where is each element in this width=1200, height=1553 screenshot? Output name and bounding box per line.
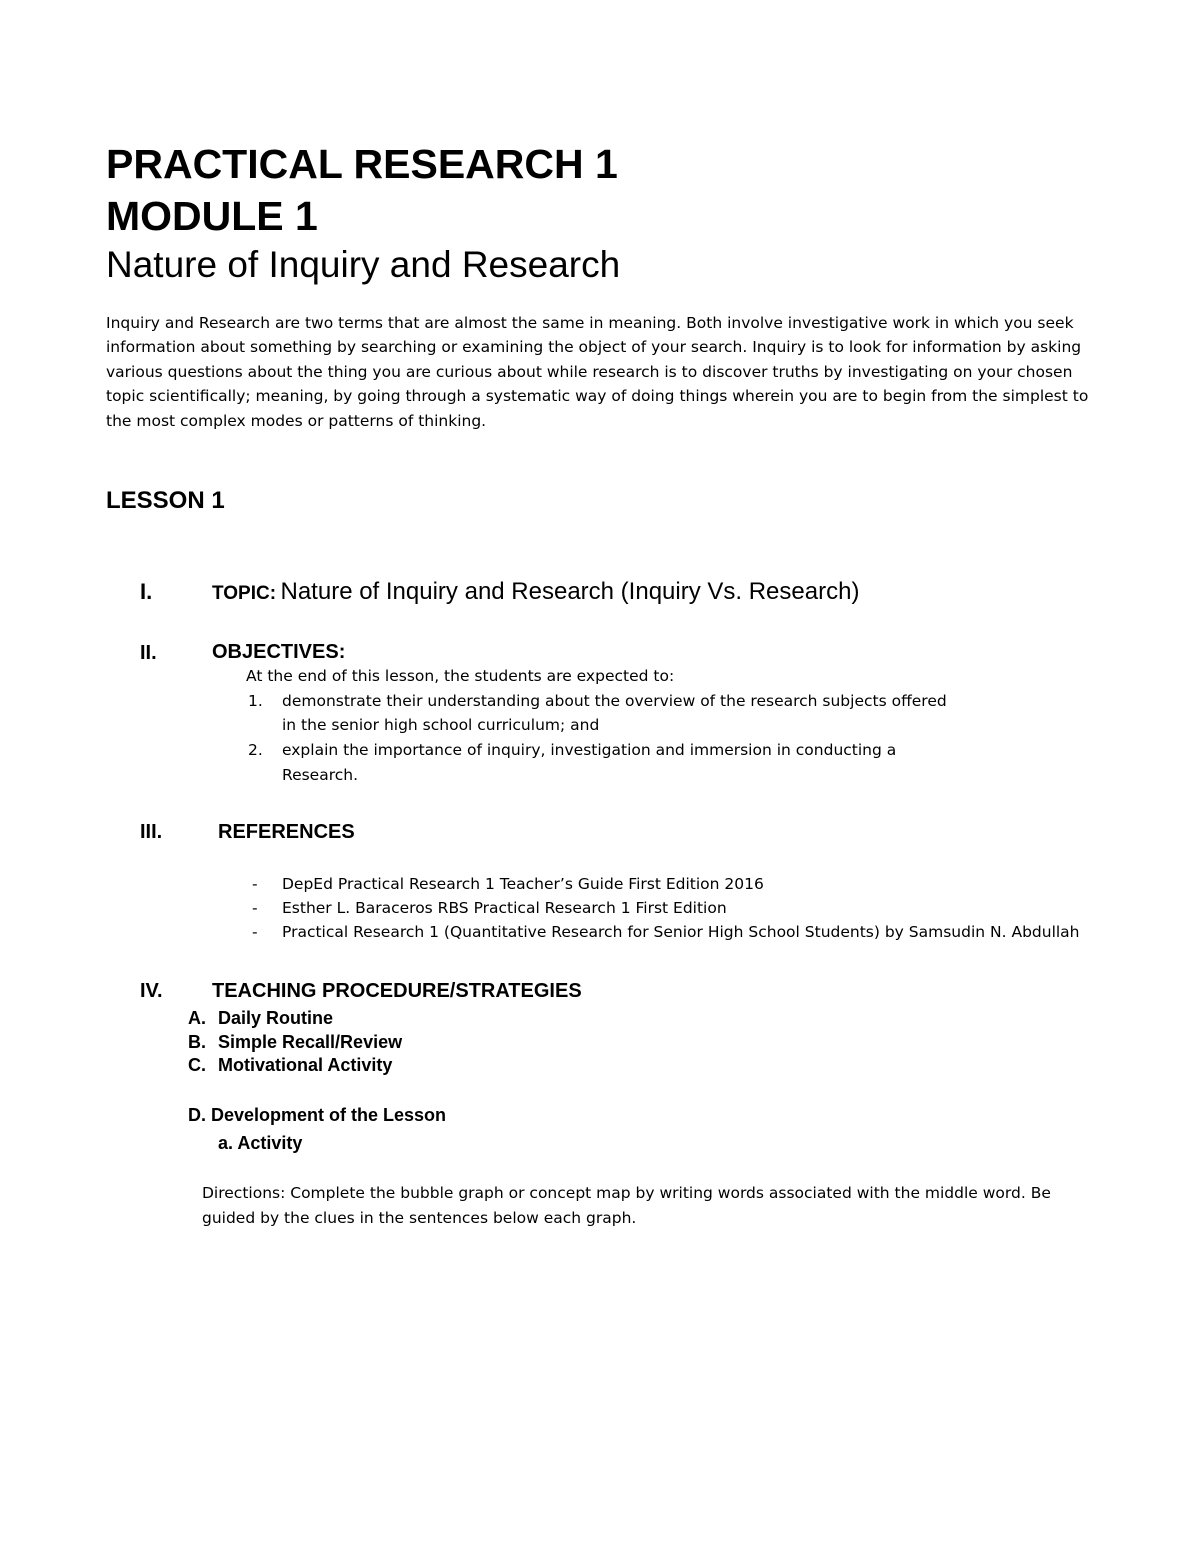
module-heading: MODULE 1 [106,193,318,239]
activity-heading: a. Activity [218,1133,303,1153]
intro-line: topic scientifically; meaning, by going through a systematic way of doing things wherein you are to begin from the simplest to [106,387,1089,406]
intro-paragraph [106,311,1106,433]
procedure-item-letter: A. [188,1008,206,1028]
procedure-item-label: Motivational Activity [218,1055,393,1075]
objective-number: 2. [248,741,263,759]
procedure-item-label: Simple Recall/Review [218,1032,403,1052]
lesson-heading: LESSON 1 [106,487,225,514]
objective-text-continued: Research. [282,766,359,784]
objectives-intro: At the end of this lesson, the students are expected to: [246,667,675,685]
reference-item: Esther L. Baraceros RBS Practical Research 1 First Edition [282,899,727,917]
procedure-heading: TEACHING PROCEDURE/STRATEGIES [212,980,582,1002]
objective-number: 1. [248,692,263,710]
directions-text: Directions: Complete the bubble graph or concept map by writing words associated with the middle word. Be [202,1184,1051,1202]
procedure-item-letter: C. [188,1055,206,1075]
section-numeral-topic: I. [140,579,153,604]
objective-text: demonstrate their understanding about the overview of the research subjects offered [282,692,947,710]
directions-text-continued: guided by the clues in the sentences below each graph. [202,1209,637,1227]
intro-line: information about something by searching or examining the object of your search. Inquiry is to look for information by asking [106,338,1082,357]
reference-bullet: - [252,875,258,893]
reference-item: Practical Research 1 (Quantitative Research for Senior High School Students) by Samsudin N. Abdullah [282,923,1080,941]
section-numeral-procedure: IV. [140,980,163,1002]
procedure-item-label: Daily Routine [218,1008,334,1028]
intro-line: the most complex modes or patterns of thinking. [106,411,487,430]
topic-label: TOPIC: [212,583,277,604]
reference-bullet: - [252,923,258,941]
section-numeral-references: III. [140,821,163,843]
reference-bullet: - [252,899,258,917]
reference-item: DepEd Practical Research 1 Teacher’s Guide First Edition 2016 [282,875,764,893]
intro-line: various questions about the thing you are curious about while research is to discover truths by investigating on your chosen [106,362,1073,381]
topic-line [212,576,859,611]
references-heading: REFERENCES [218,821,355,843]
development-heading: D. Development of the Lesson [188,1105,447,1125]
topic-text: Nature of Inquiry and Research (Inquiry Vs. Research) [280,578,860,605]
procedure-item-letter: B. [188,1032,206,1052]
section-numeral-objectives: II. [140,642,157,664]
document-title: PRACTICAL RESEARCH 1 [106,141,618,187]
objective-text-continued: in the senior high school curriculum; and [282,716,600,734]
module-subtitle: Nature of Inquiry and Research [106,244,621,285]
objective-text: explain the importance of inquiry, investigation and immersion in conducting a [282,741,897,759]
intro-line: Inquiry and Research are two terms that are almost the same in meaning. Both involve investigative work in which you seek [106,314,1074,332]
objectives-heading: OBJECTIVES: [212,641,346,663]
